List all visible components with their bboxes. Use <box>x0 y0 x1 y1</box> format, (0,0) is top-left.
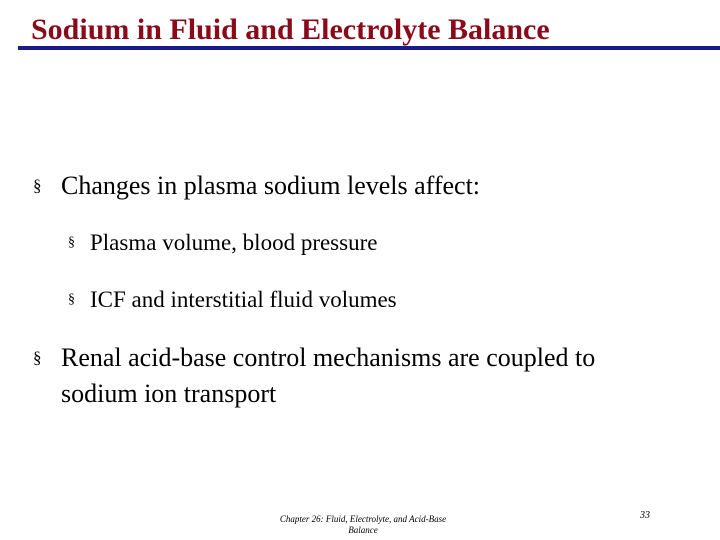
sub-bullet-marker-icon: § <box>68 292 75 307</box>
bullet-marker-icon: § <box>33 176 42 195</box>
bullet-marker-icon: § <box>33 348 42 367</box>
slide-footer <box>258 514 468 536</box>
bullet-text: Renal acid-base control mechanisms are coupled to <box>61 343 596 372</box>
page-number: 33 <box>640 510 650 521</box>
bullet-text-continued: sodium ion transport <box>61 379 277 408</box>
sub-bullet-marker-icon: § <box>68 235 75 250</box>
bullet-text: Changes in plasma sodium levels affect: <box>61 171 481 200</box>
sub-bullet-text: ICF and interstitial fluid volumes <box>90 287 397 312</box>
sub-bullet-text: Plasma volume, blood pressure <box>90 230 378 255</box>
footer-line: Chapter 26: Fluid, Electrolyte, and Acid-Base <box>279 514 447 524</box>
title-underline <box>18 46 720 50</box>
footer-line: Balance <box>348 525 378 535</box>
slide-title: Sodium in Fluid and Electrolyte Balance <box>31 13 550 46</box>
